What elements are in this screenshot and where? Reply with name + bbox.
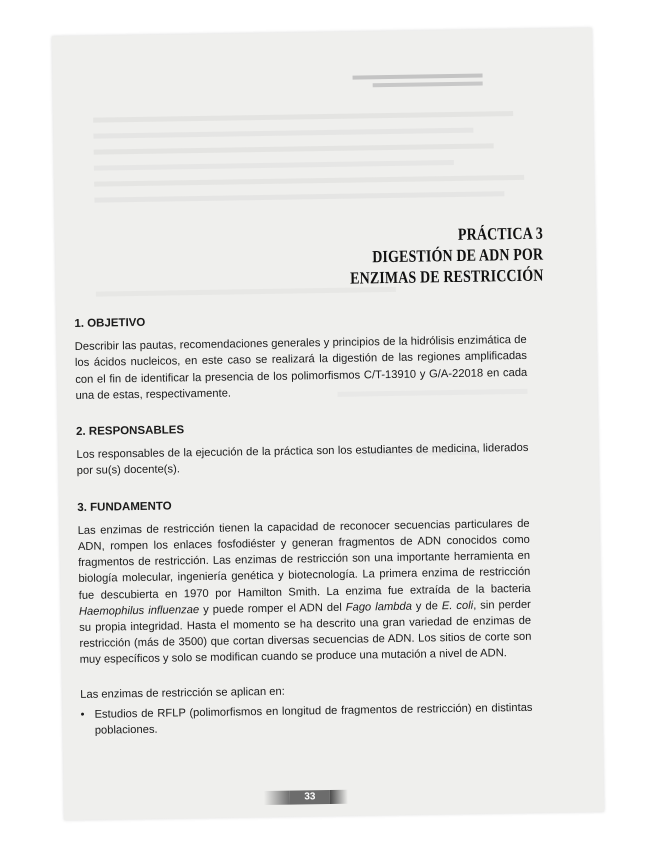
section-paragraph: Las enzimas de restricción se aplican en: <box>80 685 285 701</box>
bleed-through-lines <box>52 28 592 36</box>
species-name: Fago lambda <box>345 600 412 614</box>
page-content <box>74 309 533 759</box>
bleed-through-header <box>353 74 483 88</box>
document-page <box>52 28 604 820</box>
section-paragraph: Las enzimas de restricción tienen la capacidad de reconocer secuencias particulares de ADN, rompen los enlaces fosfodiéster y generan fragmentos de ADN conocidos como fragmentos de restricción. Las enzimas de restricción son una importante herramienta en biología molecular, ingeniería genética y biotecnología. La primera enzima de restricción fue descubierta en 1970 por Hamilton Smith. La enzima fue extraída de la bacteria Haemophilus influenzae y puede romper el ADN del Fago lambda y de E. coli, sin perder su propia integridad. Hasta el momento se ha descrito una gran variedad de enzimas de restricción (más de 3500) que cortan diversas secuencias de ADN. Los sitios de corte son muy específicos y solo se modifican cuando se produce una mutación a nivel de ADN. <box>77 517 532 667</box>
practice-number: PRÁCTICA 3 <box>457 223 544 244</box>
species-name: E. coli <box>441 599 474 613</box>
section-fundamento <box>77 492 533 739</box>
list-item: • Estudios de RFLP (polimorfismos en longitud de fragmentos de restricción) en distintas poblaciones. <box>80 700 532 740</box>
species-name: Haemophilus influenzae <box>78 603 200 618</box>
applications-list <box>80 700 532 740</box>
practice-title <box>349 223 543 289</box>
section-body: Describir las pautas, recomendaciones generales y principios de la hidrólisis enzimática de los ácidos nucleicos, en este caso se realizará la digestión de las regiones amplificadas con el fin de identificar la presencia de los polimorfismos C/T-13910 y G/A-22018 en cada una de estas, respectivamente. <box>74 334 528 402</box>
section-body: Los responsables de la ejecución de la práctica son los estudiantes de medicina, liderados por su(s) docente(s). <box>76 442 529 478</box>
title-line-2: DIGESTIÓN DE ADN POR <box>372 244 544 267</box>
section-title: 3. FUNDAMENTO <box>77 500 172 514</box>
page-number: 33 <box>290 790 330 805</box>
section-responsables <box>76 417 529 480</box>
section-title: 2. RESPONSABLES <box>75 424 185 438</box>
title-line-3: ENZIMAS DE RESTRICCIÓN <box>350 265 544 288</box>
section-objetivo <box>74 309 527 404</box>
section-title: 1. OBJETIVO <box>74 316 146 330</box>
